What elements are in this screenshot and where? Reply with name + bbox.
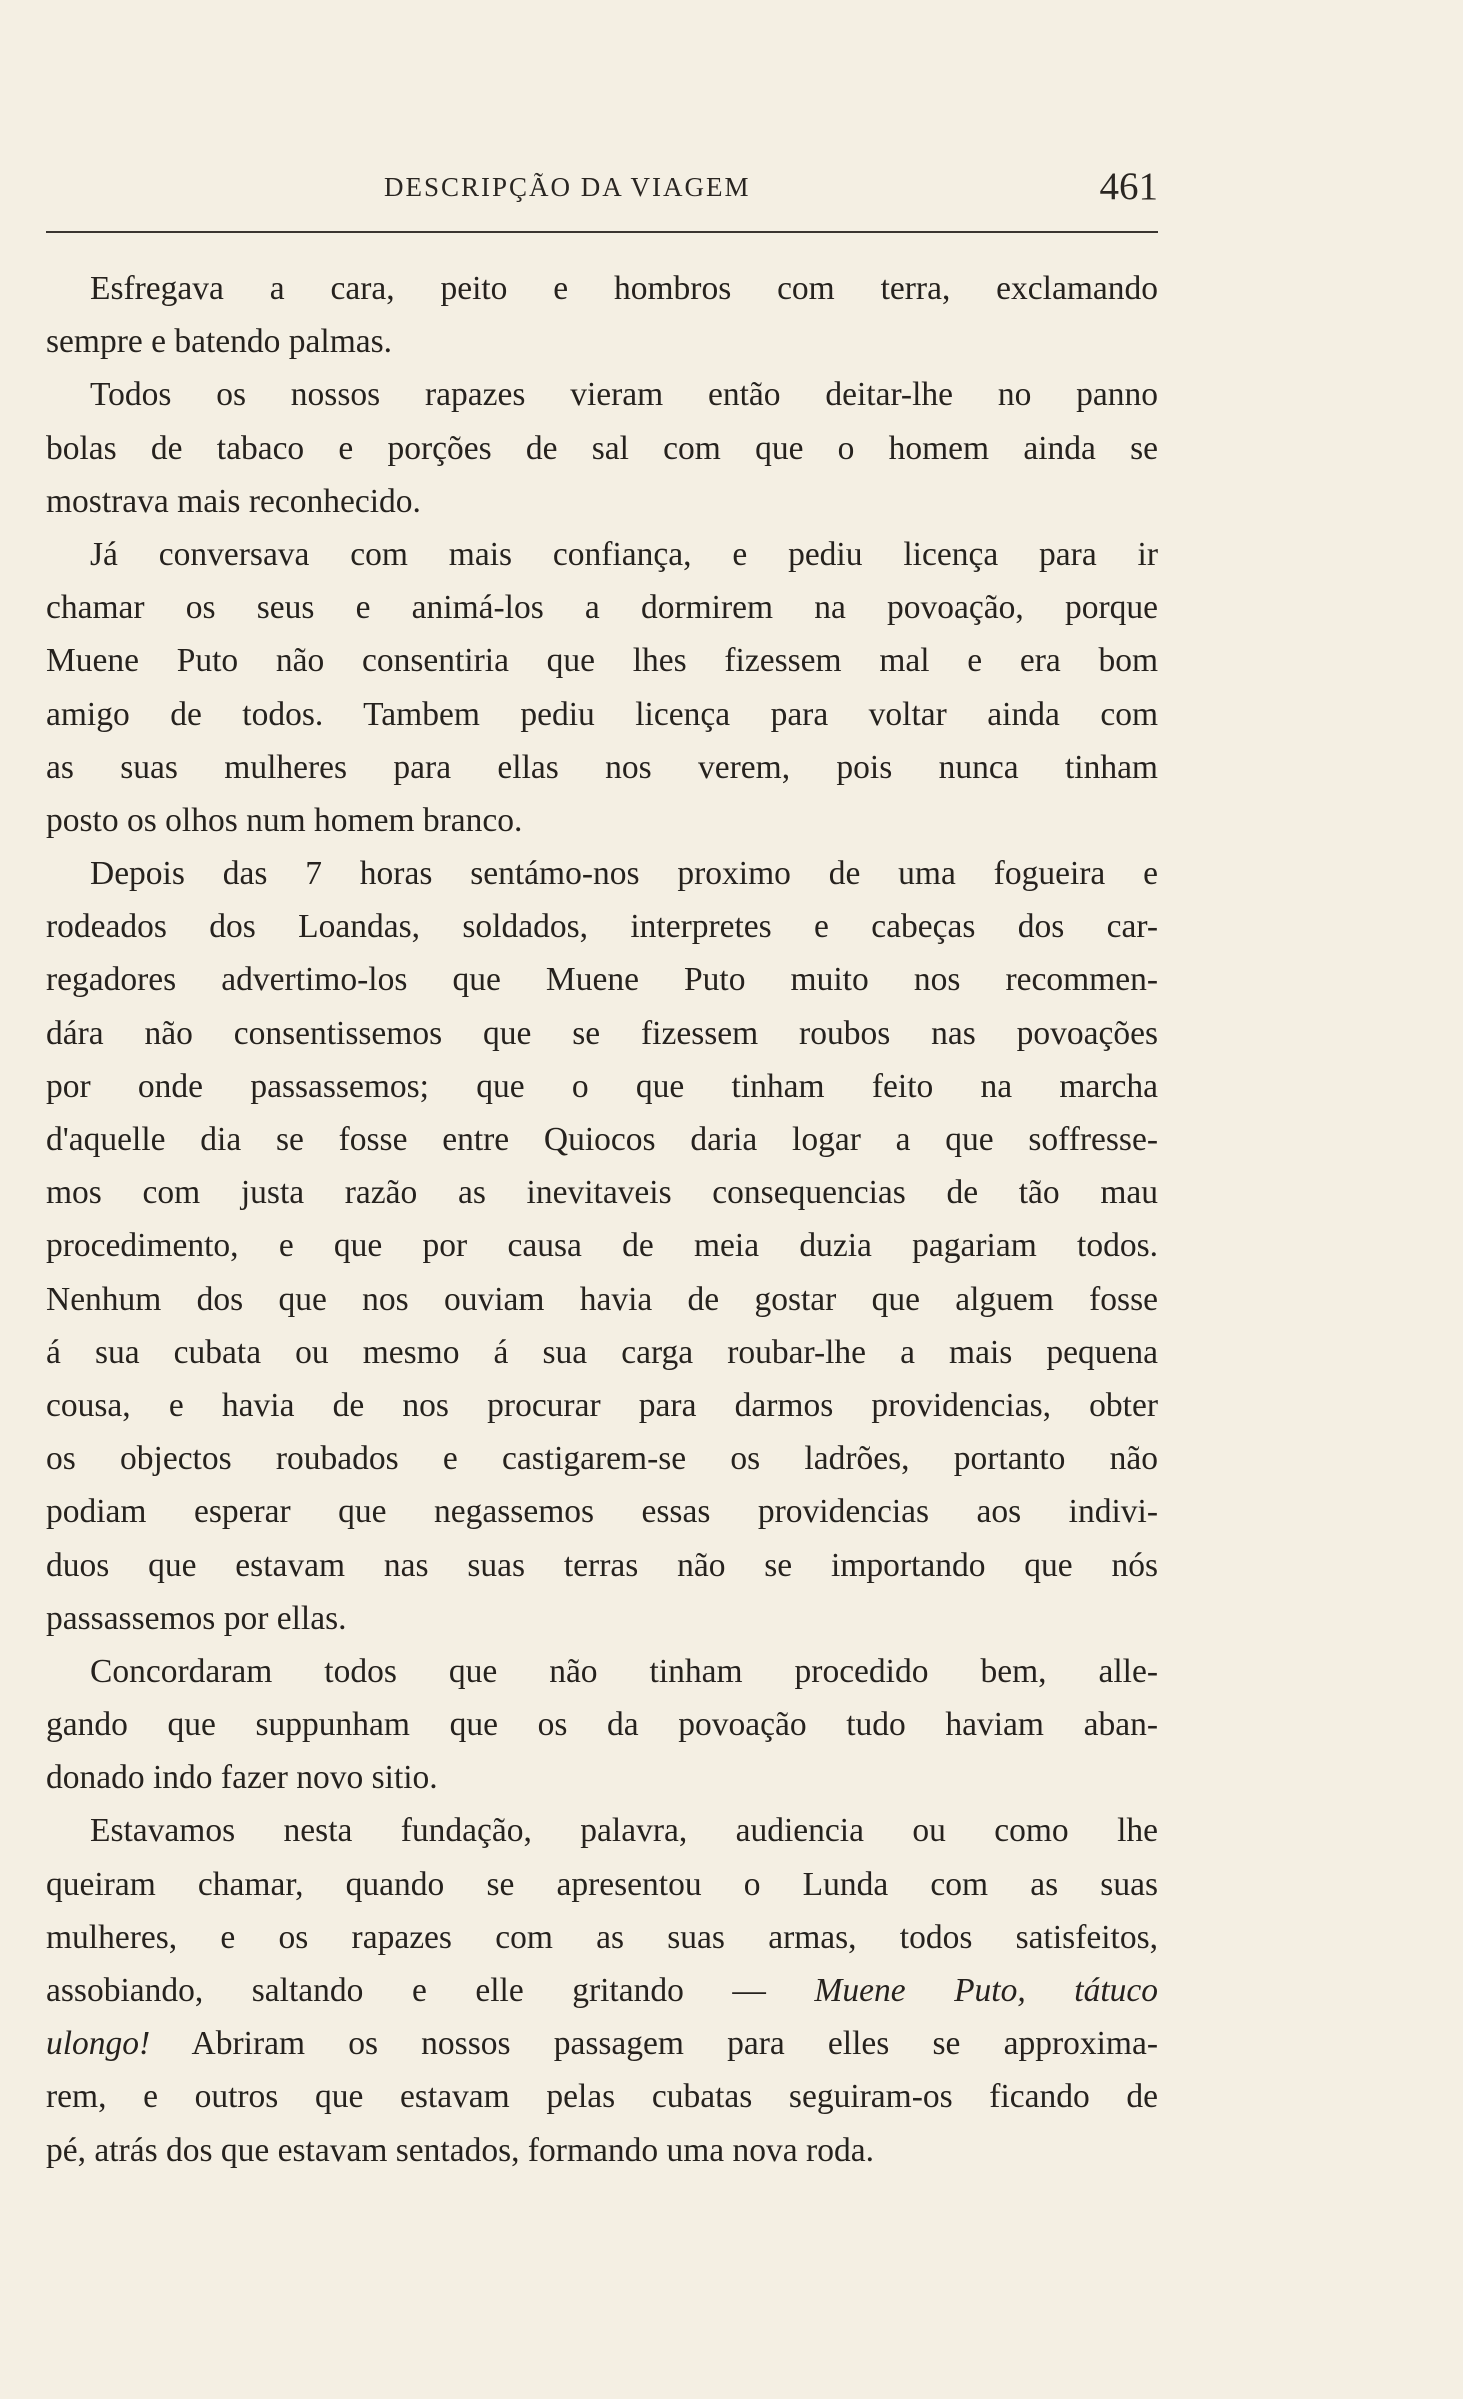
text-line-mixed [46,1964,1158,2017]
text-line: sempre e batendo palmas. [46,323,393,361]
text-line: Estavamos nesta fundação, palavra, audiencia ou como lhe [90,1812,1158,1850]
running-title: DESCRIPÇÃO DA VIAGEM [384,172,751,202]
text-line: Nenhum dos que nos ouviam havia de gostar que alguem fosse [46,1280,1158,1318]
italic-run: Muene Puto, tátuco [814,1972,1158,2009]
text-line: podiam esperar que negassemos essas providencias aos indivi- [46,1493,1158,1531]
text-line: os objectos roubados e castigarem-se os ladrões, portanto não [46,1440,1158,1478]
text-line: d'aquelle dia se fosse entre Quiocos daria logar a que soffresse- [46,1121,1158,1158]
text-line: chamar os seus e animá-los a dormirem na povoação, porque [46,589,1158,627]
text-line: amigo de todos. Tambem pediu licença para voltar ainda com [46,695,1158,733]
text-line: Muene Puto não consentiria que lhes fizessem mal e era bom [46,642,1158,680]
text-run: assobiando, saltando e elle gritando — [46,1972,815,2009]
header-rule [46,231,1158,233]
text-line: posto os olhos num homem branco. [46,801,523,839]
text-line: bolas de tabaco e porções de sal com que o homem ainda se [46,429,1158,467]
text-line: cousa, e havia de nos procurar para darmos providencias, obter [46,1386,1158,1424]
text-line: gando que suppunham que os da povoação tudo haviam aban- [46,1706,1158,1744]
text-line: duos que estavam nas suas terras não se importando que nós [46,1546,1158,1584]
text-line: Todos os nossos rapazes vieram então deitar-lhe no panno [90,376,1158,414]
text-line: Concordaram todos que não tinham procedido bem, alle- [90,1652,1158,1690]
text-line: procedimento, e que por causa de meia duzia pagariam todos. [46,1227,1158,1265]
text-line: rem, e outros que estavam pelas cubatas seguiram-os ficando de [46,2078,1158,2116]
text-line: por onde passassemos; que o que tinham feito na marcha [46,1067,1158,1105]
text-line: mulheres, e os rapazes com as suas armas, todos satisfeitos, [46,1918,1158,1956]
text-line: pé, atrás dos que estavam sentados, formando uma nova roda. [46,2131,874,2169]
italic-run: ulongo! [46,2025,151,2063]
page-header [46,165,1158,226]
text-line: Esfregava a cara, peito e hombros com terra, exclamando [90,270,1158,307]
text-line: mos com justa razão as inevitaveis consequencias de tão mau [46,1174,1158,1212]
text-line-mixed [46,2017,1158,2070]
text-line: mostrava mais reconhecido. [46,482,421,520]
text-line: rodeados dos Loandas, soldados, interpretes e cabeças dos car- [46,908,1158,946]
text-line: queiram chamar, quando se apresentou o Lunda com as suas [46,1865,1158,1903]
text-line: as suas mulheres para ellas nos verem, pois nunca tinham [46,748,1158,786]
text-line: passassemos por ellas. [46,1599,347,1637]
text-line: Depois das 7 horas sentámo-nos proximo de uma fogueira e [90,855,1158,893]
page-number: 461 [1099,165,1158,208]
text-line: regadores advertimo-los que Muene Puto muito nos recommen- [46,961,1158,999]
text-line: donado indo fazer novo sitio. [46,1759,438,1797]
body-text [46,262,1158,2177]
text-run: Abriram os nossos passagem para elles se approxima- [150,2025,1158,2063]
text-line: dára não consentissemos que se fizessem roubos nas povoações [46,1014,1158,1052]
text-line: Já conversava com mais confiança, e pediu licença para ir [90,535,1158,573]
text-line: á sua cubata ou mesmo á sua carga roubar-lhe a mais pequena [46,1333,1158,1371]
